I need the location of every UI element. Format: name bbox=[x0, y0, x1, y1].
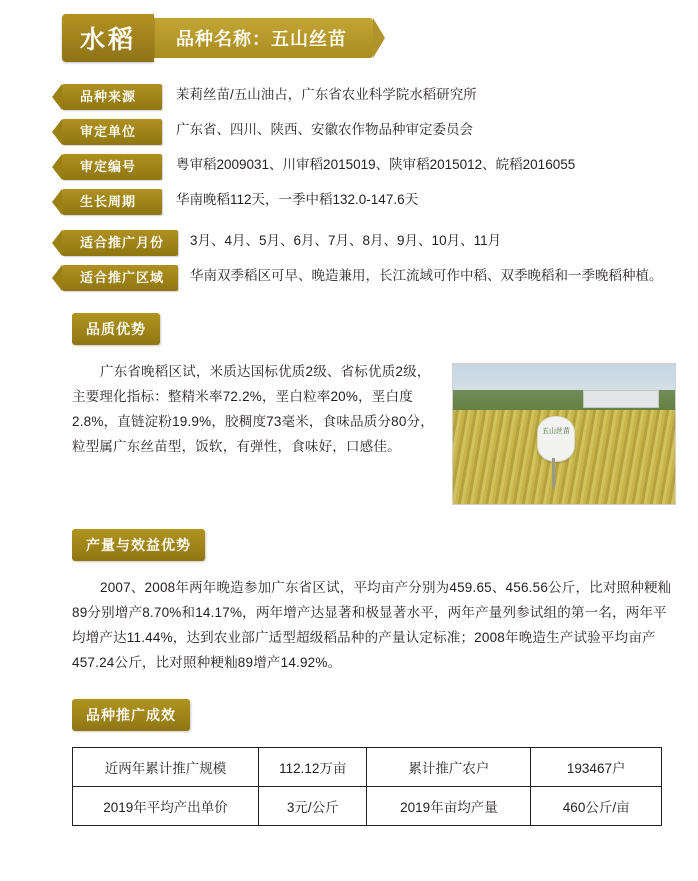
variety-info-list bbox=[0, 84, 698, 291]
quality-text: 广东省晚稻区试，米质达国标优质2级、省标优质2级，主要理化指标：整精米率72.2%，垩白粒率20%，垩白度2.8%，直链淀粉19.9%，胶稠度73毫米，食味品质分80分，粒型属广东丝苗型，饭软，有弹性，食味好，口感佳。 bbox=[72, 364, 434, 454]
photo-building bbox=[583, 390, 659, 408]
info-tag-growth-cycle: 生长周期 bbox=[62, 189, 162, 215]
info-value-months: 3月、4月、5月、6月、7月、8月、9月、10月、11月 bbox=[190, 233, 502, 248]
promo-label-yield-per-mu: 2019年亩均产量 bbox=[367, 787, 531, 826]
promotion-table-wrap bbox=[72, 747, 662, 826]
promo-label-scale: 近两年累计推广规模 bbox=[73, 748, 259, 787]
info-value-regions: 华南双季稻区可早、晚造兼用，长江流域可作中稻、双季晚稻和一季晚稻种植。 bbox=[190, 268, 663, 283]
yield-text: 2007、2008年两年晚造参加广东省区试，平均亩产分别为459.65、456.56公斤，比对照种粳籼89分别增产8.70%和14.17%，两年增产达显著和极显著水平，两年产量列参试组的第一名，两年平均增产达11.44%，达到农业部广适型超级稻品种的产量认定标准；2008年晚造生产试验平均亩产457.24公斤，比对照种粳籼89增产14.92%。 bbox=[72, 580, 672, 670]
photo-field-sign-post bbox=[552, 458, 555, 488]
table-row bbox=[73, 787, 662, 826]
info-value-approval-number: 粤审稻2009031、川审稻2015019、陕审稻2015012、皖稻2016055 bbox=[176, 157, 576, 172]
info-tag-authority: 审定单位 bbox=[62, 119, 162, 145]
promo-value-yield-per-mu: 460公斤/亩 bbox=[531, 787, 662, 826]
promo-label-price: 2019年平均产出单价 bbox=[73, 787, 259, 826]
info-tag-approval-number: 审定编号 bbox=[62, 154, 162, 180]
info-tag-source: 品种来源 bbox=[62, 84, 162, 110]
section-heading-promotion: 品种推广成效 bbox=[72, 699, 190, 731]
promotion-table bbox=[72, 747, 662, 826]
variety-name-badge: 品种名称：五山丝苗 bbox=[154, 18, 373, 58]
info-row-months bbox=[62, 230, 698, 256]
section-heading-quality: 品质优势 bbox=[72, 313, 160, 345]
info-value-growth-cycle: 华南晚稻112天，一季中稻132.0-147.6天 bbox=[176, 192, 419, 207]
quality-section bbox=[0, 359, 698, 505]
info-row-authority bbox=[62, 119, 698, 145]
info-row-source bbox=[62, 84, 698, 110]
photo-field-sign bbox=[537, 416, 575, 462]
info-row-regions bbox=[62, 265, 698, 291]
info-row-growth-cycle bbox=[62, 189, 698, 215]
promo-label-households: 累计推广农户 bbox=[367, 748, 531, 787]
promo-value-price: 3元/公斤 bbox=[259, 787, 367, 826]
info-value-source: 茉莉丝苗/五山油占，广东省农业科学院水稻研究所 bbox=[176, 87, 477, 102]
photo-field-sign-label: 五山丝苗 bbox=[542, 428, 570, 435]
section-heading-yield: 产量与效益优势 bbox=[72, 529, 205, 561]
info-value-authority: 广东省、四川、陕西、安徽农作物品种审定委员会 bbox=[176, 122, 473, 137]
info-row-approval-number bbox=[62, 154, 698, 180]
table-row bbox=[73, 748, 662, 787]
crop-type-badge: 水稻 bbox=[62, 14, 154, 62]
promo-value-scale: 112.12万亩 bbox=[259, 748, 367, 787]
promo-value-households: 193467户 bbox=[531, 748, 662, 787]
info-tag-regions: 适合推广区域 bbox=[62, 265, 178, 291]
info-tag-months: 适合推广月份 bbox=[62, 230, 178, 256]
rice-field-photo bbox=[452, 363, 676, 505]
header-banner bbox=[62, 14, 462, 62]
